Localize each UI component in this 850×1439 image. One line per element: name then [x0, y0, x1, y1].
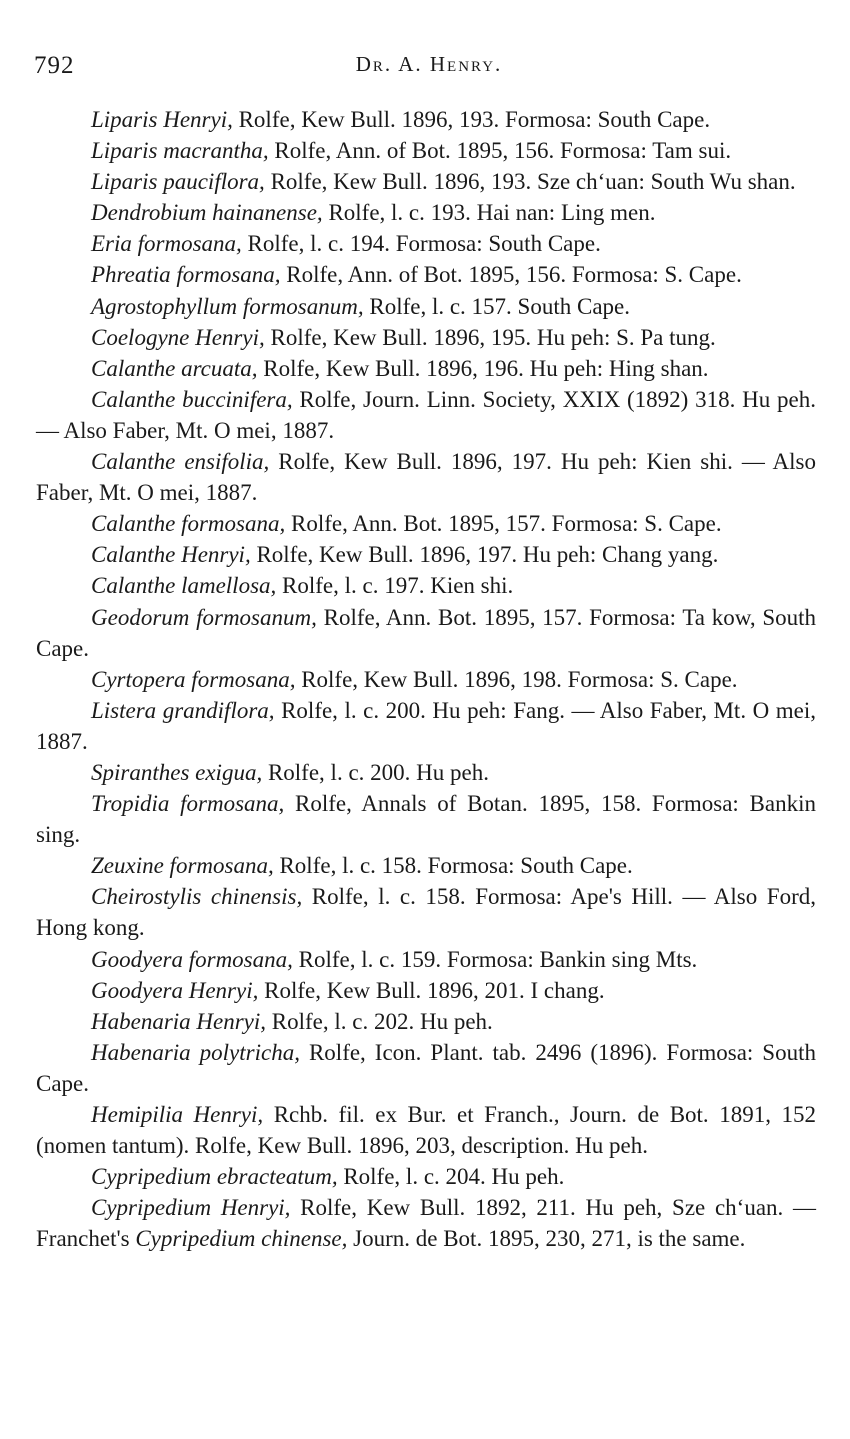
species-name: Cypripedium Henryi, [91, 1195, 291, 1221]
entry-citation: Rolfe, Ann. Bot. 1895, 157. Formosa: Ta kow, South Cape. [36, 604, 816, 661]
species-name: Calanthe arcuata, [91, 355, 258, 381]
species-entry [36, 1192, 816, 1254]
species-entry [36, 788, 816, 850]
entry-citation: Rolfe, l. c. 194. Formosa: South Cape. [241, 231, 601, 257]
entry-citation: Rolfe, Kew Bull. 1892, 211. Hu peh, Sze ch‘uan. — Franchet's [36, 1195, 816, 1252]
entry-citation: Rolfe, l. c. 200. Hu peh: Fang. — Also Faber, Mt. O mei, 1887. [36, 697, 816, 754]
species-entry [36, 228, 816, 259]
species-name: Agrostophyllum formosanum, [91, 293, 364, 319]
species-name: Listera grandiflora, [91, 697, 275, 723]
species-name: Liparis Henryi, [91, 107, 233, 132]
entry-citation: Rolfe, l. c. 159. Formosa: Bankin sing Mts. [292, 946, 698, 972]
species-entry [36, 104, 816, 135]
species-entry [36, 508, 816, 539]
entry-citation: Rolfe, Kew Bull. 1896, 193. Formosa: South Cape. [232, 107, 711, 132]
species-entry [36, 695, 816, 757]
species-entry [36, 881, 816, 943]
entry-citation: Rchb. fil. ex Bur. et Franch., Journ. de Bot. 1891, 152 (nomen tantum). Rolfe, Kew Bull. 1896, 203, description. Hu peh. [36, 1102, 817, 1159]
species-entry [36, 1161, 816, 1192]
species-name: Calanthe Henryi, [91, 542, 251, 568]
species-entry [36, 975, 816, 1006]
species-name: Liparis pauciflora, [91, 169, 265, 195]
species-entry [36, 353, 816, 384]
species-name: Goodyera formosana, [91, 946, 293, 972]
entry-citation: Rolfe, Kew Bull. 1896, 201. I chang. [258, 977, 605, 1003]
entry-citation: Rolfe, l. c. 200. Hu peh. [262, 759, 489, 785]
species-entry [36, 602, 816, 664]
entry-citation: Rolfe, Ann. of Bot. 1895, 156. Formosa: S. Cape. [280, 262, 742, 288]
entry-citation: Rolfe, Ann. Bot. 1895, 157. Formosa: S. Cape. [285, 511, 722, 537]
species-entry [36, 664, 816, 695]
running-head: Dr. A. Henry. [355, 52, 503, 76]
species-name: Zeuxine formosana, [91, 853, 274, 879]
species-name: Spiranthes exigua, [91, 759, 263, 785]
entry-citation: Rolfe, Journ. Linn. Society, XXIX (1892) 318. Hu peh. — Also Faber, Mt. O mei, 1887. [36, 386, 816, 443]
species-entry [36, 291, 816, 322]
species-name: Eria formosana, [91, 231, 242, 257]
species-entry [36, 384, 816, 446]
entry-citation: Rolfe, Kew Bull. 1896, 197. Hu peh: Kien shi. — Also Faber, Mt. O mei, 1887. [36, 449, 816, 506]
species-name: Calanthe formosana, [91, 511, 286, 537]
species-entry [36, 1099, 816, 1161]
species-entry [36, 570, 816, 601]
species-name: Habenaria polytricha, [91, 1039, 300, 1065]
species-name: Goodyera Henryi, [91, 977, 259, 1003]
species-list [36, 104, 816, 1254]
page-header [34, 52, 824, 86]
species-name: Cheirostylis chinensis, [91, 884, 303, 910]
species-entry [36, 1006, 816, 1037]
entry-citation: Journ. de Bot. 1895, 230, 271, is the same. [347, 1226, 746, 1252]
species-name: Phreatia formosana, [91, 262, 281, 288]
entry-citation: Rolfe, l. c. 158. Formosa: South Cape. [273, 853, 633, 879]
entry-citation: Rolfe, Ann. of Bot. 1895, 156. Formosa: Tam sui. [268, 138, 732, 164]
entry-citation: Rolfe, Icon. Plant. tab. 2496 (1896). Formosa: South Cape. [36, 1039, 816, 1096]
entry-citation: Rolfe, l. c. 158. Formosa: Ape's Hill. — Also Ford, Hong kong. [36, 884, 816, 941]
species-entry [36, 322, 816, 353]
species-entry [36, 197, 816, 228]
species-name: Tropidia formosana, [91, 791, 285, 817]
species-name: Calanthe ensifolia, [91, 449, 270, 475]
species-entry [36, 446, 816, 508]
species-name: Cypripedium ebracteatum, [91, 1164, 338, 1190]
entry-citation: Rolfe, Annals of Botan. 1895, 158. Formosa: Bankin sing. [36, 791, 816, 848]
species-entry [36, 1037, 816, 1099]
species-name: Calanthe lamellosa, [91, 573, 277, 599]
entry-citation: Rolfe, Kew Bull. 1896, 197. Hu peh: Chang yang. [250, 542, 719, 568]
species-entry [36, 944, 816, 975]
species-entry [36, 539, 816, 570]
species-entry [36, 850, 816, 881]
species-entry [36, 135, 816, 166]
species-name: Cyrtopera formosana, [91, 666, 296, 692]
entry-citation: Rolfe, Kew Bull. 1896, 195. Hu peh: S. Pa tung. [264, 324, 716, 350]
species-name: Dendrobium hainanense, [91, 200, 323, 226]
species-name: Calanthe buccinifera, [91, 386, 293, 412]
page-number: 792 [34, 52, 75, 79]
entry-citation: Rolfe, Kew Bull. 1896, 198. Formosa: S. Cape. [295, 666, 738, 692]
entry-citation: Rolfe, Kew Bull. 1896, 193. Sze ch‘uan: South Wu shan. [264, 169, 796, 195]
entry-citation: Rolfe, l. c. 202. Hu peh. [266, 1008, 493, 1034]
synonym-name: Cypripedium chinense, [135, 1226, 348, 1252]
entry-citation: Rolfe, l. c. 204. Hu peh. [337, 1164, 565, 1190]
species-name: Geodorum formosanum, [91, 604, 317, 630]
entry-citation: Rolfe, l. c. 157. South Cape. [363, 293, 630, 319]
species-name: Hemipilia Henryi, [91, 1102, 264, 1127]
entry-citation: Rolfe, l. c. 197. Kien shi. [276, 573, 514, 599]
species-entry [36, 757, 816, 788]
entry-citation: Rolfe, Kew Bull. 1896, 196. Hu peh: Hing shan. [257, 355, 709, 381]
species-entry [36, 166, 816, 197]
species-name: Habenaria Henryi, [91, 1008, 267, 1034]
entry-citation: Rolfe, l. c. 193. Hai nan: Ling men. [322, 200, 656, 226]
species-name: Coelogyne Henryi, [91, 324, 265, 350]
species-entry [36, 259, 816, 290]
species-name: Liparis macrantha, [91, 138, 269, 164]
